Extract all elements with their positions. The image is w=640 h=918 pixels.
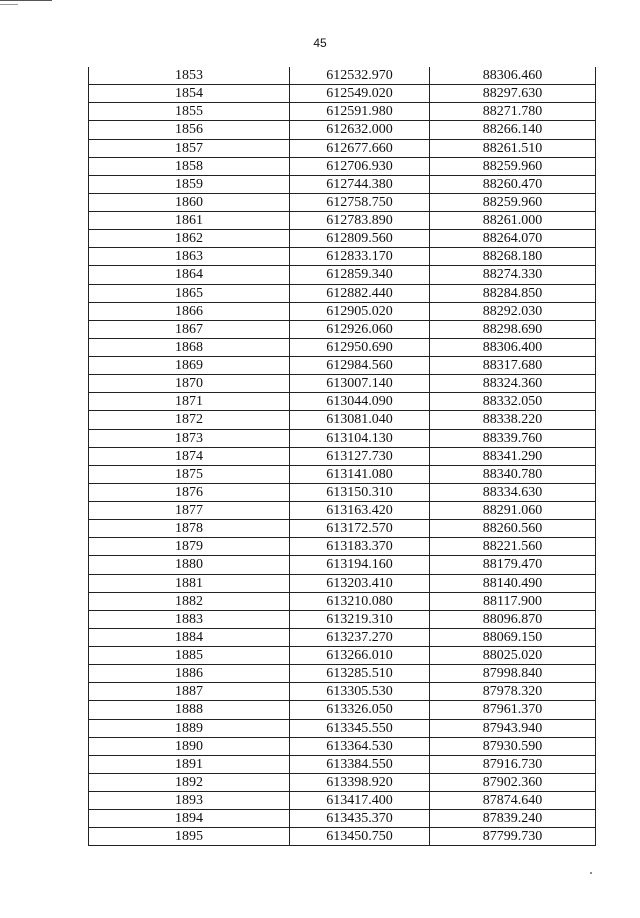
- y-coordinate-cell: 88317.680: [430, 357, 596, 375]
- table-row: [89, 284, 596, 302]
- point-number-cell: 1895: [89, 828, 290, 846]
- y-coordinate-cell: 88268.180: [430, 248, 596, 266]
- table-row: [89, 139, 596, 157]
- y-coordinate-cell: 87902.360: [430, 773, 596, 791]
- y-coordinate-cell: 88259.960: [430, 193, 596, 211]
- table-row: [89, 429, 596, 447]
- point-number-cell: 1890: [89, 737, 290, 755]
- point-number-cell: 1886: [89, 665, 290, 683]
- x-coordinate-cell: 613104.130: [290, 429, 430, 447]
- x-coordinate-cell: 612950.690: [290, 338, 430, 356]
- y-coordinate-cell: 88117.900: [430, 592, 596, 610]
- table-row: [89, 574, 596, 592]
- x-coordinate-cell: 612549.020: [290, 85, 430, 103]
- x-coordinate-cell: 613081.040: [290, 411, 430, 429]
- coordinates-table: [88, 67, 596, 846]
- point-number-cell: 1866: [89, 302, 290, 320]
- point-number-cell: 1855: [89, 103, 290, 121]
- point-number-cell: 1872: [89, 411, 290, 429]
- point-number-cell: 1893: [89, 792, 290, 810]
- table-row: [89, 538, 596, 556]
- table-row: [89, 193, 596, 211]
- y-coordinate-cell: 87916.730: [430, 755, 596, 773]
- y-coordinate-cell: 88324.360: [430, 375, 596, 393]
- table-row: [89, 792, 596, 810]
- point-number-cell: 1856: [89, 121, 290, 139]
- table-row: [89, 175, 596, 193]
- point-number-cell: 1870: [89, 375, 290, 393]
- y-coordinate-cell: 88140.490: [430, 574, 596, 592]
- y-coordinate-cell: 87839.240: [430, 810, 596, 828]
- x-coordinate-cell: 613150.310: [290, 483, 430, 501]
- x-coordinate-cell: 613345.550: [290, 719, 430, 737]
- point-number-cell: 1883: [89, 610, 290, 628]
- point-number-cell: 1894: [89, 810, 290, 828]
- y-coordinate-cell: 88261.510: [430, 139, 596, 157]
- x-coordinate-cell: 613183.370: [290, 538, 430, 556]
- table-row: [89, 85, 596, 103]
- table-row: [89, 737, 596, 755]
- x-coordinate-cell: 613007.140: [290, 375, 430, 393]
- table-row: [89, 773, 596, 791]
- table-row: [89, 755, 596, 773]
- y-coordinate-cell: 88274.330: [430, 266, 596, 284]
- x-coordinate-cell: 613384.550: [290, 755, 430, 773]
- x-coordinate-cell: 613210.080: [290, 592, 430, 610]
- point-number-cell: 1863: [89, 248, 290, 266]
- scan-edge-line: [0, 4, 18, 5]
- table-row: [89, 157, 596, 175]
- point-number-cell: 1857: [89, 139, 290, 157]
- x-coordinate-cell: 613305.530: [290, 683, 430, 701]
- y-coordinate-cell: 88260.470: [430, 175, 596, 193]
- table-row: [89, 212, 596, 230]
- y-coordinate-cell: 88264.070: [430, 230, 596, 248]
- y-coordinate-cell: 88266.140: [430, 121, 596, 139]
- point-number-cell: 1878: [89, 520, 290, 538]
- table-row: [89, 701, 596, 719]
- y-coordinate-cell: 88340.780: [430, 465, 596, 483]
- table-row: [89, 248, 596, 266]
- table-row: [89, 610, 596, 628]
- table-row: [89, 121, 596, 139]
- y-coordinate-cell: 88271.780: [430, 103, 596, 121]
- table-row: [89, 302, 596, 320]
- x-coordinate-cell: 612758.750: [290, 193, 430, 211]
- y-coordinate-cell: 87998.840: [430, 665, 596, 683]
- x-coordinate-cell: 613266.010: [290, 647, 430, 665]
- y-coordinate-cell: 88332.050: [430, 393, 596, 411]
- point-number-cell: 1854: [89, 85, 290, 103]
- point-number-cell: 1871: [89, 393, 290, 411]
- x-coordinate-cell: 613398.920: [290, 773, 430, 791]
- point-number-cell: 1885: [89, 647, 290, 665]
- point-number-cell: 1859: [89, 175, 290, 193]
- y-coordinate-cell: 88306.460: [430, 67, 596, 85]
- y-coordinate-cell: 87943.940: [430, 719, 596, 737]
- y-coordinate-cell: 87961.370: [430, 701, 596, 719]
- x-coordinate-cell: 612706.930: [290, 157, 430, 175]
- point-number-cell: 1889: [89, 719, 290, 737]
- point-number-cell: 1853: [89, 67, 290, 85]
- point-number-cell: 1862: [89, 230, 290, 248]
- x-coordinate-cell: 613219.310: [290, 610, 430, 628]
- x-coordinate-cell: 613163.420: [290, 502, 430, 520]
- coordinates-table-body: [89, 67, 596, 846]
- x-coordinate-cell: 613435.370: [290, 810, 430, 828]
- table-row: [89, 320, 596, 338]
- table-row: [89, 810, 596, 828]
- point-number-cell: 1867: [89, 320, 290, 338]
- y-coordinate-cell: 88338.220: [430, 411, 596, 429]
- x-coordinate-cell: 612744.380: [290, 175, 430, 193]
- x-coordinate-cell: 612809.560: [290, 230, 430, 248]
- point-number-cell: 1865: [89, 284, 290, 302]
- point-number-cell: 1882: [89, 592, 290, 610]
- x-coordinate-cell: 613203.410: [290, 574, 430, 592]
- table-row: [89, 719, 596, 737]
- y-coordinate-cell: 88069.150: [430, 628, 596, 646]
- table-row: [89, 357, 596, 375]
- x-coordinate-cell: 613141.080: [290, 465, 430, 483]
- x-coordinate-cell: 612783.890: [290, 212, 430, 230]
- x-coordinate-cell: 612859.340: [290, 266, 430, 284]
- table-row: [89, 665, 596, 683]
- table-row: [89, 556, 596, 574]
- x-coordinate-cell: 612984.560: [290, 357, 430, 375]
- x-coordinate-cell: 612632.000: [290, 121, 430, 139]
- table-row: [89, 683, 596, 701]
- x-coordinate-cell: 613326.050: [290, 701, 430, 719]
- y-coordinate-cell: 88261.000: [430, 212, 596, 230]
- y-coordinate-cell: 88306.400: [430, 338, 596, 356]
- point-number-cell: 1892: [89, 773, 290, 791]
- y-coordinate-cell: 88291.060: [430, 502, 596, 520]
- x-coordinate-cell: 613285.510: [290, 665, 430, 683]
- scan-speck: [590, 872, 592, 874]
- point-number-cell: 1884: [89, 628, 290, 646]
- table-row: [89, 230, 596, 248]
- point-number-cell: 1874: [89, 447, 290, 465]
- y-coordinate-cell: 88298.690: [430, 320, 596, 338]
- table-row: [89, 447, 596, 465]
- y-coordinate-cell: 88221.560: [430, 538, 596, 556]
- table-row: [89, 393, 596, 411]
- table-row: [89, 103, 596, 121]
- x-coordinate-cell: 613172.570: [290, 520, 430, 538]
- x-coordinate-cell: 612677.660: [290, 139, 430, 157]
- table-row: [89, 465, 596, 483]
- point-number-cell: 1861: [89, 212, 290, 230]
- x-coordinate-cell: 612833.170: [290, 248, 430, 266]
- table-row: [89, 338, 596, 356]
- point-number-cell: 1880: [89, 556, 290, 574]
- y-coordinate-cell: 88341.290: [430, 447, 596, 465]
- x-coordinate-cell: 613364.530: [290, 737, 430, 755]
- y-coordinate-cell: 88259.960: [430, 157, 596, 175]
- table-row: [89, 647, 596, 665]
- table-row: [89, 628, 596, 646]
- table-row: [89, 375, 596, 393]
- scan-edge-line: [0, 0, 52, 1]
- point-number-cell: 1860: [89, 193, 290, 211]
- table-row: [89, 502, 596, 520]
- table-row: [89, 592, 596, 610]
- x-coordinate-cell: 612882.440: [290, 284, 430, 302]
- point-number-cell: 1864: [89, 266, 290, 284]
- point-number-cell: 1887: [89, 683, 290, 701]
- point-number-cell: 1891: [89, 755, 290, 773]
- y-coordinate-cell: 88297.630: [430, 85, 596, 103]
- x-coordinate-cell: 612532.970: [290, 67, 430, 85]
- point-number-cell: 1877: [89, 502, 290, 520]
- x-coordinate-cell: 613237.270: [290, 628, 430, 646]
- x-coordinate-cell: 612926.060: [290, 320, 430, 338]
- point-number-cell: 1888: [89, 701, 290, 719]
- table-row: [89, 411, 596, 429]
- page-number: 45: [313, 36, 327, 50]
- point-number-cell: 1868: [89, 338, 290, 356]
- y-coordinate-cell: 88339.760: [430, 429, 596, 447]
- table-row: [89, 483, 596, 501]
- x-coordinate-cell: 613044.090: [290, 393, 430, 411]
- point-number-cell: 1881: [89, 574, 290, 592]
- x-coordinate-cell: 613450.750: [290, 828, 430, 846]
- y-coordinate-cell: 88179.470: [430, 556, 596, 574]
- y-coordinate-cell: 87799.730: [430, 828, 596, 846]
- point-number-cell: 1858: [89, 157, 290, 175]
- y-coordinate-cell: 88284.850: [430, 284, 596, 302]
- table-row: [89, 828, 596, 846]
- point-number-cell: 1879: [89, 538, 290, 556]
- point-number-cell: 1875: [89, 465, 290, 483]
- table-row: [89, 67, 596, 85]
- x-coordinate-cell: 612591.980: [290, 103, 430, 121]
- point-number-cell: 1873: [89, 429, 290, 447]
- y-coordinate-cell: 88292.030: [430, 302, 596, 320]
- y-coordinate-cell: 87874.640: [430, 792, 596, 810]
- y-coordinate-cell: 87978.320: [430, 683, 596, 701]
- table-row: [89, 520, 596, 538]
- y-coordinate-cell: 87930.590: [430, 737, 596, 755]
- y-coordinate-cell: 88096.870: [430, 610, 596, 628]
- y-coordinate-cell: 88334.630: [430, 483, 596, 501]
- y-coordinate-cell: 88260.560: [430, 520, 596, 538]
- x-coordinate-cell: 613417.400: [290, 792, 430, 810]
- x-coordinate-cell: 613127.730: [290, 447, 430, 465]
- table-row: [89, 266, 596, 284]
- x-coordinate-cell: 612905.020: [290, 302, 430, 320]
- x-coordinate-cell: 613194.160: [290, 556, 430, 574]
- point-number-cell: 1876: [89, 483, 290, 501]
- y-coordinate-cell: 88025.020: [430, 647, 596, 665]
- point-number-cell: 1869: [89, 357, 290, 375]
